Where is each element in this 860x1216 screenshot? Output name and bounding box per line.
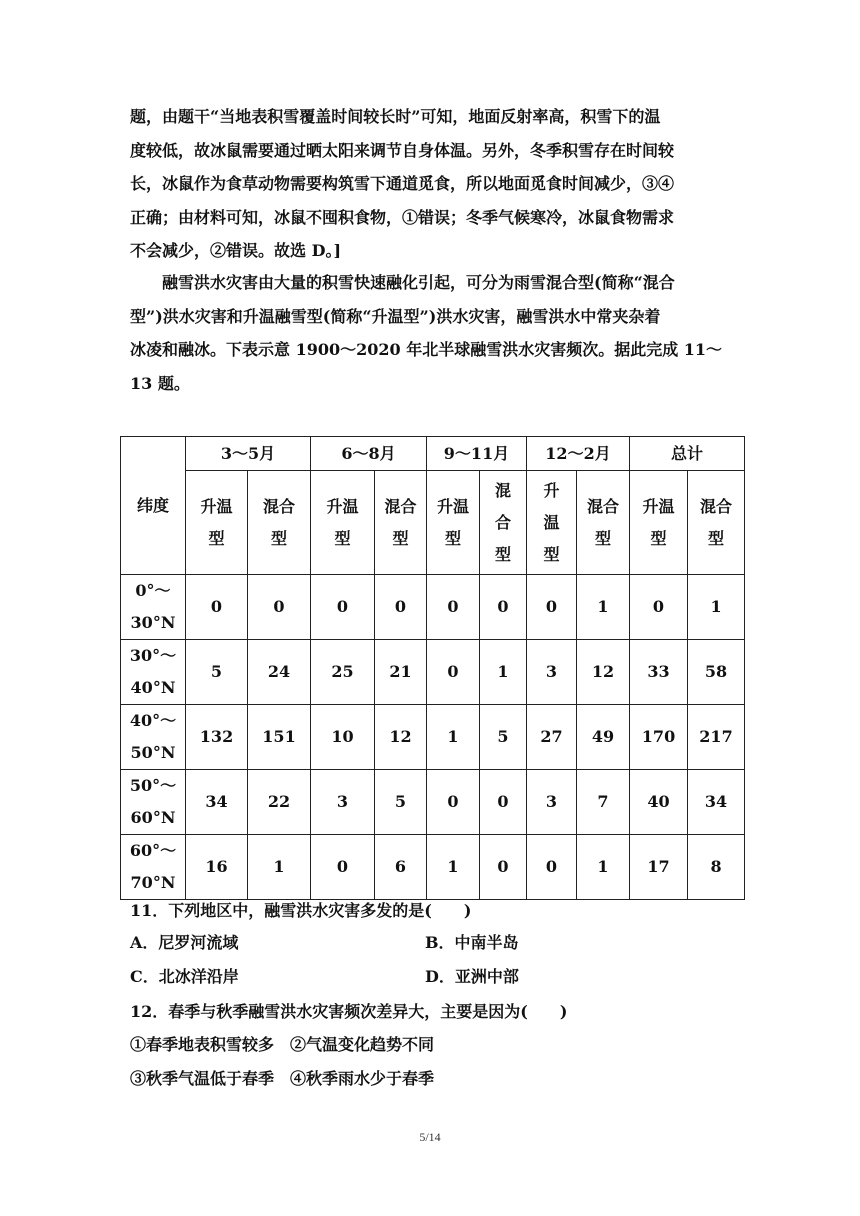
value-cell: 1	[688, 575, 745, 640]
value-cell: 58	[688, 640, 745, 705]
value-cell: 0	[630, 575, 688, 640]
type-header: 升 温 型	[527, 471, 577, 575]
value-cell: 27	[527, 705, 577, 770]
value-cell: 33	[630, 640, 688, 705]
value-cell: 12	[375, 705, 427, 770]
value-cell: 25	[311, 640, 375, 705]
value-cell: 3	[527, 770, 577, 835]
text-line: 不会减少，②错误。故选 D。]	[130, 241, 342, 260]
option-d: D．亚洲中部	[425, 967, 519, 986]
flood-frequency-table	[120, 436, 745, 900]
value-cell: 5	[186, 640, 248, 705]
latitude-cell: 40°～ 50°N	[121, 705, 186, 770]
value-cell: 17	[630, 835, 688, 900]
option-c: C．北冰洋沿岸	[130, 967, 239, 986]
value-cell: 1	[427, 835, 480, 900]
value-cell: 1	[577, 835, 630, 900]
value-cell: 132	[186, 705, 248, 770]
text-line: 题，由题干“当地表积雪覆盖时间较长时”可知，地面反射率高，积雪下的温	[130, 107, 661, 126]
latitude-cell: 0°～ 30°N	[121, 575, 186, 640]
type-header: 混合 型	[248, 471, 311, 575]
value-cell: 5	[480, 705, 527, 770]
table-row	[121, 770, 745, 835]
value-cell: 0	[427, 770, 480, 835]
question-11-stem: 11．下列地区中，融雪洪水灾害多发的是( )	[130, 901, 472, 920]
latitude-cell: 60°～ 70°N	[121, 835, 186, 900]
value-cell: 40	[630, 770, 688, 835]
value-cell: 10	[311, 705, 375, 770]
value-cell: 8	[688, 835, 745, 900]
type-header: 混合 型	[688, 471, 745, 575]
table-row	[121, 835, 745, 900]
value-cell: 3	[527, 640, 577, 705]
value-cell: 21	[375, 640, 427, 705]
value-cell: 12	[577, 640, 630, 705]
latitude-cell: 50°～ 60°N	[121, 770, 186, 835]
paragraph-material	[130, 266, 742, 400]
value-cell: 16	[186, 835, 248, 900]
period-header: 9～11月	[427, 437, 527, 471]
table-row	[121, 575, 745, 640]
question-12-stem: 12．春季与秋季融雪洪水灾害频次差异大，主要是因为( )	[130, 1002, 568, 1021]
latitude-header: 纬度	[121, 437, 186, 575]
period-header: 6～8月	[311, 437, 427, 471]
value-cell: 1	[480, 640, 527, 705]
value-cell: 6	[375, 835, 427, 900]
option-a: A．尼罗河流域	[130, 933, 239, 952]
value-cell: 0	[248, 575, 311, 640]
text-line: 13 题。	[130, 373, 190, 393]
text-line: 融雪洪水灾害由大量的积雪快速融化引起，可分为雨雪混合型(简称“混合	[130, 273, 675, 292]
type-header: 升温 型	[630, 471, 688, 575]
value-cell: 0	[427, 575, 480, 640]
value-cell: 0	[480, 770, 527, 835]
value-cell: 0	[480, 575, 527, 640]
value-cell: 5	[375, 770, 427, 835]
value-cell: 34	[186, 770, 248, 835]
option-b: B．中南半岛	[425, 933, 519, 952]
value-cell: 0	[311, 835, 375, 900]
table-subheader-row	[121, 471, 745, 575]
text-line: 度较低，故冰鼠需要通过晒太阳来调节自身体温。另外，冬季积雪存在时间较	[130, 140, 675, 160]
question-12-options-line2: ③秋季气温低于春季 ④秋季雨水少于春季	[130, 1069, 435, 1088]
value-cell: 0	[427, 640, 480, 705]
type-header: 升温 型	[427, 471, 480, 575]
value-cell: 34	[688, 770, 745, 835]
table-row	[121, 640, 745, 705]
value-cell: 0	[527, 575, 577, 640]
page-number: 5/14	[419, 1130, 441, 1144]
value-cell: 49	[577, 705, 630, 770]
value-cell: 1	[577, 575, 630, 640]
value-cell: 0	[311, 575, 375, 640]
type-header: 混合 型	[375, 471, 427, 575]
value-cell: 7	[577, 770, 630, 835]
period-header: 总计	[630, 437, 745, 471]
text-line: 冰凌和融冰。下表示意 1900～2020 年北半球融雪洪水灾害频次。据此完成 11～	[130, 340, 723, 359]
latitude-cell: 30°～ 40°N	[121, 640, 186, 705]
value-cell: 3	[311, 770, 375, 835]
paragraph-explanation	[130, 100, 742, 268]
table-row	[121, 705, 745, 770]
value-cell: 0	[527, 835, 577, 900]
value-cell: 217	[688, 705, 745, 770]
value-cell: 0	[186, 575, 248, 640]
text-line: 正确；由材料可知，冰鼠不囤积食物，①错误；冬季气候寒冷，冰鼠食物需求	[130, 207, 675, 227]
text-line: 型”)洪水灾害和升温融雪型(简称“升温型”)洪水灾害，融雪洪水中常夹杂着	[130, 306, 661, 326]
question-12-options-line1: ①春季地表积雪较多 ②气温变化趋势不同	[130, 1035, 435, 1054]
value-cell: 170	[630, 705, 688, 770]
value-cell: 0	[480, 835, 527, 900]
type-header: 升温 型	[311, 471, 375, 575]
text-line: 长，冰鼠作为食草动物需要构筑雪下通道觅食，所以地面觅食时间减少，③④	[130, 174, 675, 193]
value-cell: 24	[248, 640, 311, 705]
value-cell: 0	[375, 575, 427, 640]
period-header: 12～2月	[527, 437, 630, 471]
value-cell: 22	[248, 770, 311, 835]
value-cell: 1	[248, 835, 311, 900]
type-header: 升温 型	[186, 471, 248, 575]
value-cell: 1	[427, 705, 480, 770]
period-header: 3～5月	[186, 437, 311, 471]
value-cell: 151	[248, 705, 311, 770]
type-header: 混合 型	[577, 471, 630, 575]
table-header-row	[121, 437, 745, 471]
type-header: 混 合 型	[480, 471, 527, 575]
